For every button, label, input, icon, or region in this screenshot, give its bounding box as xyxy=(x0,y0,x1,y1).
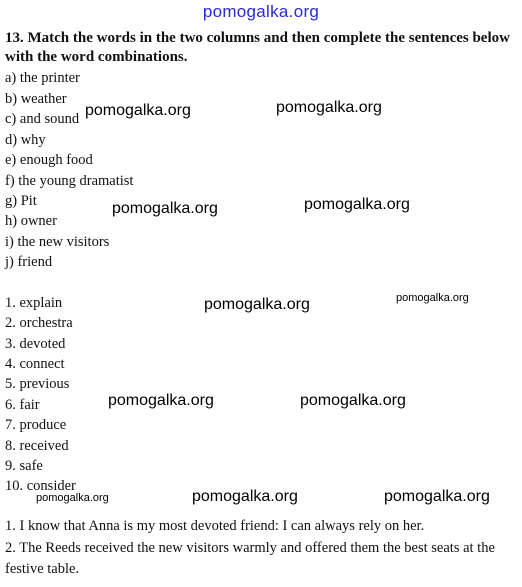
column-b-item: 6. fair xyxy=(5,397,40,413)
column-b-item: 8. received xyxy=(5,438,69,454)
watermark: pomogalka.org xyxy=(304,196,410,213)
column-b-item: 3. devoted xyxy=(5,336,66,352)
watermark: pomogalka.org xyxy=(108,392,214,409)
column-b-item: 2. orchestra xyxy=(5,315,73,331)
column-a-item: j) friend xyxy=(5,254,53,270)
watermark: pomogalka.org xyxy=(192,488,298,505)
column-a-item: g) Pit xyxy=(5,193,37,209)
column-a-item: i) the new visitors xyxy=(5,234,110,250)
column-b-item: 1. explain xyxy=(5,295,63,311)
watermark: pomogalka.org xyxy=(36,492,109,504)
site-header: pomogalka.org xyxy=(202,2,320,21)
column-b-item: 5. previous xyxy=(5,376,70,392)
watermark: pomogalka.org xyxy=(276,99,382,116)
column-a-item: h) owner xyxy=(5,213,57,229)
column-a-item: e) enough food xyxy=(5,152,93,168)
column-b-item: 4. connect xyxy=(5,356,65,372)
column-a-item: f) the young dramatist xyxy=(5,173,134,189)
watermark: pomogalka.org xyxy=(396,292,469,304)
column-a-item: c) and sound xyxy=(5,111,80,127)
watermark: pomogalka.org xyxy=(85,102,191,119)
watermark: pomogalka.org xyxy=(384,488,490,505)
exercise-title: 13. Match the words in the two columns and then complete the sentences below with the word combinations. xyxy=(5,30,510,65)
column-b-item: 9. safe xyxy=(5,458,43,474)
column-a-item: a) the printer xyxy=(5,70,80,86)
answer-sentence: 2. The Reeds received the new visitors warmly and offered them the best seats at the festive table. xyxy=(5,540,495,577)
column-b-item: 10. consider xyxy=(5,478,76,494)
watermark: pomogalka.org xyxy=(204,296,310,313)
column-b-item: 7. produce xyxy=(5,417,67,433)
column-a-item: b) weather xyxy=(5,91,67,107)
column-a-item: d) why xyxy=(5,132,46,148)
watermark: pomogalka.org xyxy=(112,200,218,217)
watermark: pomogalka.org xyxy=(300,392,406,409)
answer-sentence: 1. I know that Anna is my most devoted friend: I can always rely on her. xyxy=(5,518,425,534)
